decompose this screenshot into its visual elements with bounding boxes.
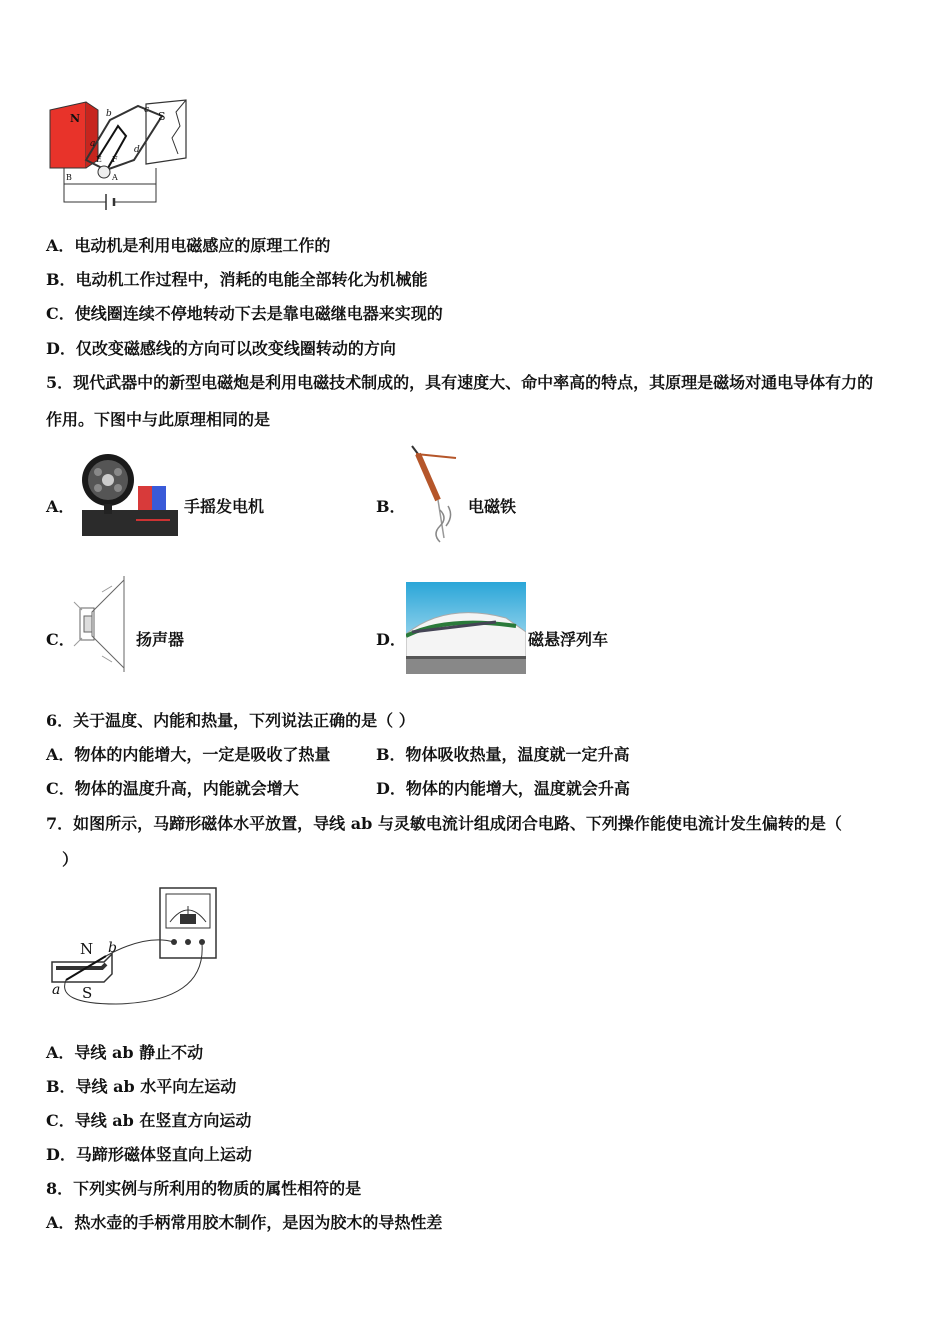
motor-diagram	[46, 98, 196, 216]
q5-option-c-letter: C．	[46, 630, 75, 649]
fig7-label-n: N	[80, 940, 94, 958]
fig4-label-c: c	[144, 105, 150, 115]
fig4-label-a: a	[90, 139, 96, 149]
speaker-diagram	[72, 572, 134, 676]
fig4-label-d: d	[134, 145, 140, 155]
fig7-label-b: b	[108, 940, 117, 956]
fig4-label-f: F	[112, 155, 118, 164]
fig4-label-gb: B	[66, 173, 72, 182]
q7-option-d: D．马蹄形磁体竖直向上运动	[46, 1145, 252, 1164]
q8-stem: 8．下列实例与所利用的物质的属性相符的是	[46, 1179, 362, 1198]
q5-option-a-label: 手摇发电机	[184, 497, 265, 516]
q5-stem-line1: 5．现代武器中的新型电磁炮是利用电磁技术制成的，具有速度大、命中率高的特点，其原理是磁场对通电导体有力的	[46, 373, 874, 392]
fig7-label-s: S	[82, 984, 93, 1002]
fig7-label-a: a	[52, 982, 61, 998]
q4-option-c: C．使线圈连续不停地转动下去是靠电磁继电器来实现的	[46, 304, 443, 323]
q7-option-a: A．导线 ab 静止不动	[46, 1043, 204, 1062]
fig4-label-e: E	[96, 155, 102, 164]
q4-option-d: D．仅改变磁感线的方向可以改变线圈转动的方向	[46, 339, 396, 358]
q4-option-a: A．电动机是利用电磁感应的原理工作的	[46, 236, 331, 255]
q5-option-b-letter: B．	[376, 497, 406, 516]
q6-option-b: B．物体吸收热量，温度就一定升高	[376, 745, 630, 764]
q6-stem: 6．关于温度、内能和热量，下列说法正确的是（ ）	[46, 711, 415, 730]
q6-option-d: D．物体的内能增大，温度就会升高	[376, 779, 630, 798]
q7-option-b: B．导线 ab 水平向左运动	[46, 1077, 237, 1096]
q5-stem-line2: 作用。下图中与此原理相同的是	[46, 410, 271, 429]
q5-option-b-label: 电磁铁	[468, 497, 517, 516]
q5-option-d-label: 磁悬浮列车	[528, 630, 609, 649]
q7-stem-line1: 7．如图所示，马蹄形磁体水平放置，导线 ab 与灵敏电流计组成闭合电路、下列操作能使电流计发生偏转的是（	[46, 814, 842, 833]
fig4-label-s: S	[158, 110, 166, 123]
fig4-label-ga: A	[112, 173, 118, 182]
maglev-train-image	[406, 582, 526, 674]
hand-generator-image	[80, 450, 180, 542]
electromagnet-image	[404, 440, 466, 546]
galvanometer-diagram	[46, 884, 222, 1016]
q5-option-a-letter: A．	[46, 497, 75, 516]
q7-stem-line2: ）	[62, 850, 79, 869]
q6-option-c: C．物体的温度升高，内能就会增大	[46, 779, 299, 798]
q8-option-a: A．热水壶的手柄常用胶木制作，是因为胶木的导热性差	[46, 1213, 443, 1232]
q4-option-b: B．电动机工作过程中，消耗的电能全部转化为机械能	[46, 270, 428, 289]
q5-option-c-label: 扬声器	[136, 630, 185, 649]
q7-option-c: C．导线 ab 在竖直方向运动	[46, 1111, 252, 1130]
fig4-label-n: N	[70, 112, 81, 125]
q6-option-a: A．物体的内能增大，一定是吸收了热量	[46, 745, 331, 764]
q5-option-d-letter: D．	[376, 630, 406, 649]
fig4-label-b: b	[106, 109, 112, 119]
